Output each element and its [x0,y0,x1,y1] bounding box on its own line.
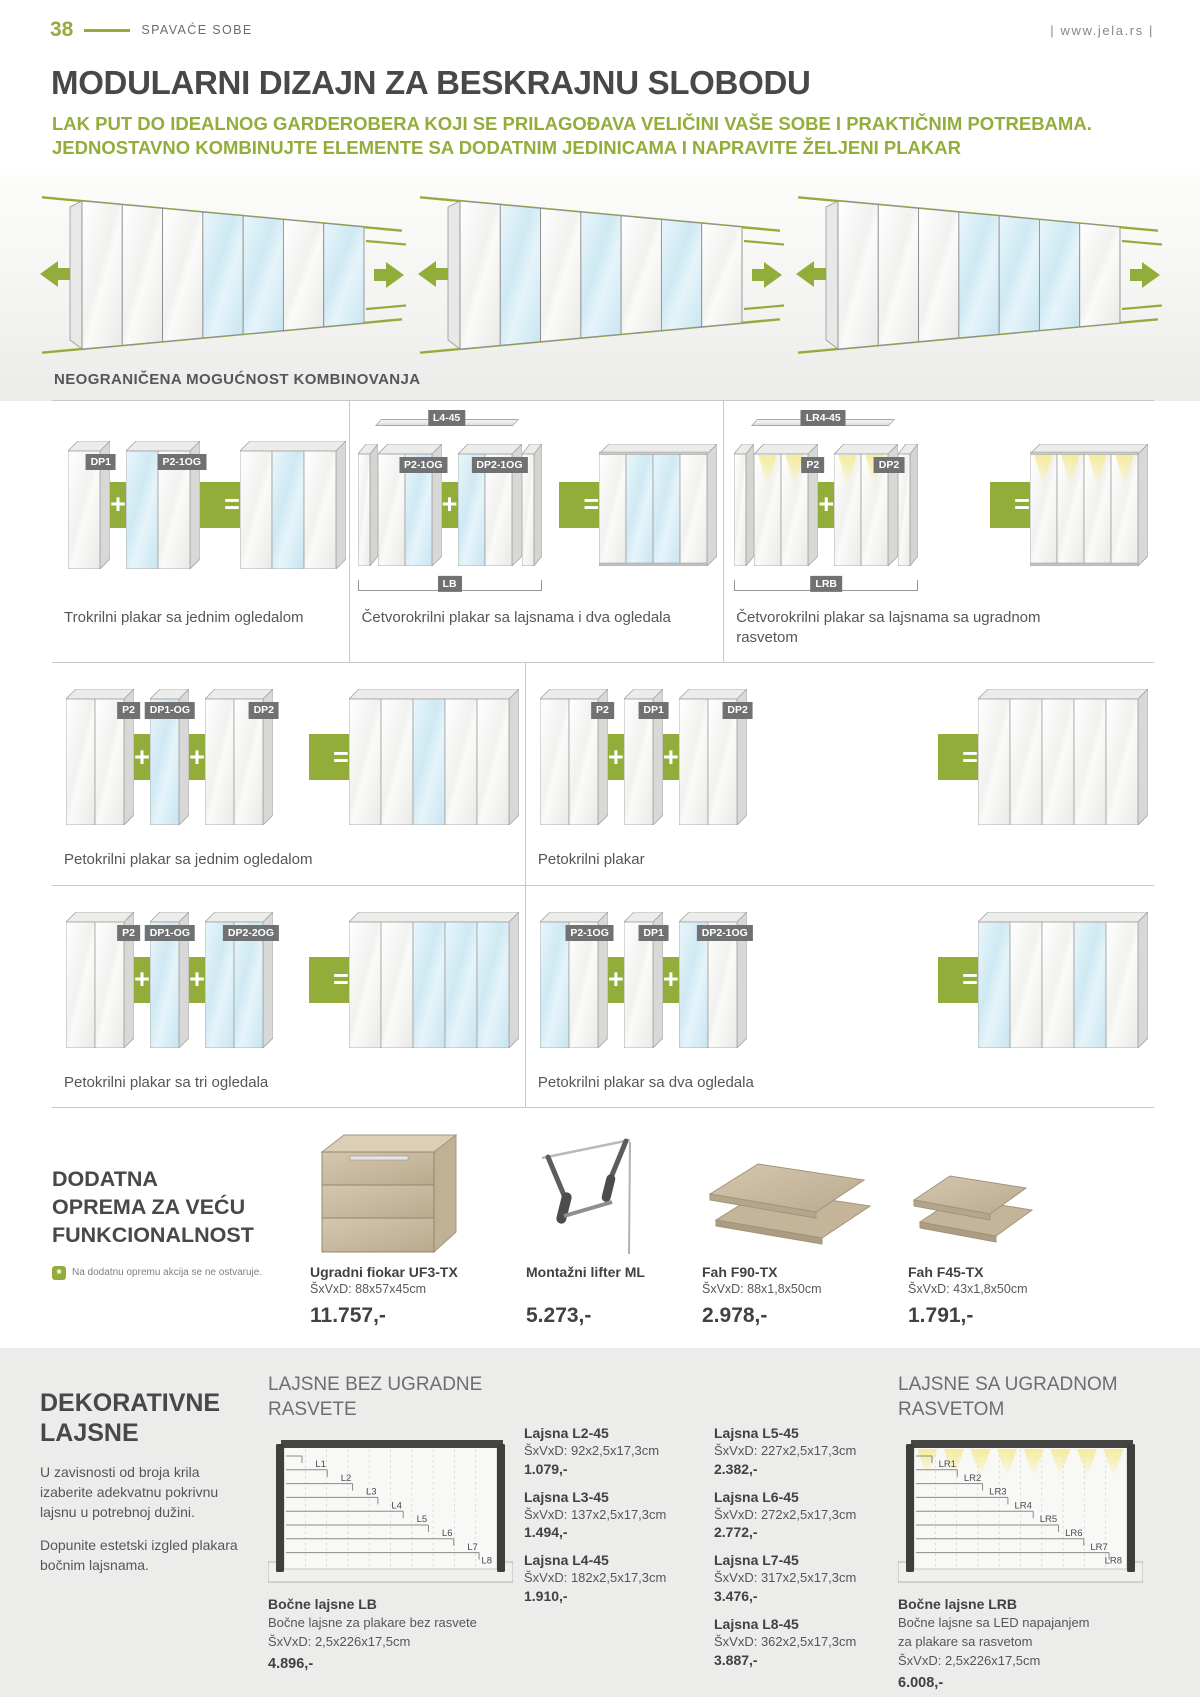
svg-text:L7: L7 [467,1541,478,1553]
combo-diagram [56,411,343,599]
lajsna-name: Lajsna L4-45 [524,1552,609,1569]
svg-text:L3: L3 [366,1486,377,1498]
lajsne-with-light-block [898,1372,1164,1697]
lajsna-dims: ŠxVxD: 137x2,5x17,3cm [524,1506,667,1522]
lajsna-name: Lajsna L7-45 [714,1552,799,1569]
svg-text:LR5: LR5 [1039,1514,1058,1526]
combo-cell [724,401,1154,663]
lajsna-name: Lajsna L8-45 [714,1616,799,1633]
side-lajsne-desc-line: Bočne lajsne za plakare bez rasvete [268,1615,477,1631]
unit-code-badge: DP1-OG [145,925,195,942]
lajsna-price-entry [714,1424,892,1477]
accessories-note [52,1266,310,1280]
wardrobe-unit [240,441,346,569]
product-name: Montažni lifter ML [526,1263,645,1280]
drawer-unit-icon [310,1124,502,1256]
plus-operator: + [165,734,229,780]
combo-row [52,401,1154,664]
side-lajsne-dims: ŠxVxD: 2,5x226x17,5cm [898,1652,1041,1668]
lajsna-code-badge: LR4-45 [801,410,846,427]
plus-operator: + [794,482,858,528]
svg-text:L4: L4 [391,1500,402,1512]
side-panel [734,444,754,566]
wardrobe-unit [1030,444,1148,566]
top-lajsna-bar [378,411,516,426]
unit-code-badge: P2 [591,702,614,719]
plus-operator: + [418,482,482,528]
combo-diagram [728,411,1148,599]
equals-operator: = [559,482,623,528]
side-lajsne-name: Bočne lajsne LRB [898,1595,1018,1612]
accessories-heading [52,1166,310,1250]
wardrobe-unit [349,912,519,1048]
svg-text:LR6: LR6 [1065,1527,1083,1539]
wardrobe-illustration [414,177,786,361]
product-dims [526,1282,678,1299]
equals-operator: = [309,734,373,780]
green-asterisk-icon: * [52,1266,66,1280]
combo-row [52,886,1154,1108]
lajsna-price-entry [524,1424,702,1477]
lajsne-subheading-line: RASVETE [268,1398,357,1420]
lajsna-price-entry [714,1551,892,1604]
lajsna-name: Lajsna L5-45 [714,1424,799,1441]
accessories-heading-block [52,1124,310,1328]
combo-caption [530,841,1148,880]
unit-code-badge: DP2-1OG [697,925,753,942]
combo-caption-line: Petokrilni plakar sa tri ogledala [64,1073,269,1091]
lifter-icon [526,1124,678,1256]
svg-text:LR2: LR2 [963,1472,982,1484]
combo-caption-line: Četvorokrilni plakar sa lajsnama sa ugradnom [736,608,1041,626]
product-card [908,1124,1058,1328]
product-price: 2.978,- [702,1303,768,1327]
combo-caption-line: Petokrilni plakar sa dva ogledala [537,1073,754,1091]
combo-caption-line: Četvorokrilni plakar sa lajsnama i dva ogledala [361,608,671,626]
product-dims: ŠxVxD: 88x1,8x50cm [702,1281,822,1296]
lajsna-dims: ŠxVxD: 227x2,5x17,3cm [714,1443,857,1458]
lajsne-description-paragraph: Dopunite estetski izgled plakara bočnim lajsnama. [40,1537,238,1574]
lajsne-diagram-with-lights [898,1432,1164,1586]
unit-code-badge: DP2 [722,702,752,719]
accessories-heading-line: OPREMA ZA VEĆU [52,1194,246,1219]
lajsne-without-light-block [268,1372,518,1697]
lajsna-price: 2.772,- [714,1524,758,1541]
product-card [526,1124,678,1328]
combo-diagram [530,896,1148,1064]
lajsne-heading-line: DEKORATIVNE [40,1388,221,1417]
product-price: 11.757,- [310,1303,386,1327]
combo-diagram [530,673,1148,841]
combo-diagram [354,411,718,599]
combos-heading: NEOGRANIČENA MOGUĆNOST KOMBINOVANJA [52,363,1154,401]
lajsne-subheading-line: LAJSNE SA UGRADNOM [898,1373,1118,1395]
plus-operator: + [110,734,174,780]
product-dims: ŠxVxD: 88x57x45cm [310,1281,427,1296]
equals-operator: = [938,957,1002,1003]
wardrobe-illustrations [0,175,1200,361]
lajsne-description-paragraph: U zavisnosti od broja krila izaberite adekvatnu pokrivnu lajsnu u potrebnoj dužini. [40,1463,219,1520]
combo-cell [350,401,725,663]
combo-cell [52,663,526,884]
combo-caption-line: Petokrilni plakar sa jednim ogledalom [64,851,313,869]
combo-caption-line: rasvetom [736,629,798,647]
side-lajsne-desc-line: za plakare sa rasvetom [898,1634,1033,1650]
unit-code-badge: DP1 [638,702,668,719]
combo-cell [526,886,1154,1107]
wardrobe-unit [599,444,717,566]
lajsna-price: 1.494,- [524,1524,568,1541]
lajsna-price-entry [714,1488,892,1541]
bottom-lajsna-bracket [734,577,918,591]
equals-operator: = [990,482,1054,528]
bottom-lajsna-bracket [358,577,542,591]
combo-caption [530,1064,1148,1103]
product-card [310,1124,502,1328]
svg-text:LR8: LR8 [1104,1555,1122,1567]
lajsne-subheading [268,1372,518,1422]
product-name: Fah F90-TX [702,1263,778,1280]
lajsna-price-entry [524,1488,702,1541]
wardrobe-unit [978,689,1148,825]
page-header [0,0,1200,42]
wardrobe-unit [349,689,519,825]
svg-text:LR3: LR3 [989,1486,1007,1498]
unit-code-badge: P2-1OG [399,457,448,474]
plus-operator: + [639,957,703,1003]
plus-operator: + [165,957,229,1003]
shelf-large-icon [702,1124,884,1256]
lajsna-dims: ŠxVxD: 272x2,5x17,3cm [714,1506,857,1522]
lajsna-name: Lajsna L3-45 [524,1488,609,1505]
lajsne-price-column-2 [714,1372,892,1697]
header-dash-icon [84,29,130,32]
page-number: 38 [50,18,74,41]
lajsne-heading-line: LAJSNE [40,1419,139,1448]
lajsne-intro-block [40,1372,246,1697]
combo-diagram [56,673,519,841]
lajsna-price: 1.079,- [524,1460,568,1477]
lajsna-name: Lajsna L2-45 [524,1424,609,1441]
combination-diagrams [52,401,1154,1108]
lajsna-price: 2.382,- [714,1460,758,1477]
svg-text:L1: L1 [315,1458,326,1470]
product-name: Ugradni fiokar UF3-TX [310,1263,458,1280]
lajsna-price: 3.476,- [714,1588,758,1605]
side-lajsne-info [268,1594,518,1675]
side-lajsne-info [898,1594,1164,1694]
page-subtitle: LAK PUT DO IDEALNOG GARDEROBERA KOJI SE PRILAGOĐAVA VELIČINI VAŠE SOBE I PRAKTIČNIM POTREBAMA. JEDNOSTAVNO KOMBINUJTE ELEMENTE SA DODATNIM JEDINICAMA I NAPRAVITE ŽELJENI PLAKAR [52,113,1092,159]
plus-operator: + [110,957,174,1003]
unit-code-badge: DP1 [86,454,116,471]
page-title: MODULARNI DIZAJN ZA BESKRAJNU SLOBODU [51,64,811,101]
lajsna-price: 1.910,- [524,1588,568,1605]
lajsna-price-entry [714,1615,892,1668]
combo-caption [56,599,343,638]
side-lajsne-price: 6.008,- [898,1674,944,1691]
top-lajsna-bar [754,411,892,426]
section-label: SPAVAĆE SOBE [141,23,253,37]
product-price: 5.273,- [526,1303,592,1327]
lajsne-subheading-line: LAJSNE BEZ UGRADNE [268,1373,483,1395]
lajsna-dims: ŠxVxD: 317x2,5x17,3cm [714,1570,857,1586]
svg-text:LR1: LR1 [938,1458,956,1470]
unit-code-badge: DP1 [638,925,668,942]
product-dims: ŠxVxD: 43x1,8x50cm [908,1281,1028,1296]
combo-cell [52,401,350,663]
side-panel [358,444,378,566]
lajsna-dims: ŠxVxD: 182x2,5x17,3cm [524,1570,667,1586]
svg-text:L2: L2 [340,1472,352,1484]
header-left [50,18,253,42]
lajsna-code-badge: LRB [810,576,842,593]
side-lajsne-dims: ŠxVxD: 2,5x226x17,5cm [268,1634,411,1650]
lajsna-name: Lajsna L6-45 [714,1488,799,1505]
unit-code-badge: DP2 [874,457,904,474]
hero-band [0,175,1200,401]
lajsne-heading [40,1388,246,1449]
lajsne-diagram [268,1432,518,1586]
svg-text:L6: L6 [441,1527,453,1539]
plus-operator: + [584,734,648,780]
svg-text:LR7: LR7 [1090,1541,1108,1553]
combo-caption [728,599,1148,659]
combo-caption [56,1064,519,1103]
unit-code-badge: DP2-2OG [223,925,279,942]
combo-cell [52,886,526,1107]
lajsne-price-column-1 [524,1372,702,1697]
combo-caption-line: Trokrilni plakar sa jednim ogledalom [64,608,304,626]
accessories-heading-line: DODATNA [52,1166,158,1191]
unit-code-badge: P2-1OG [157,454,206,471]
side-lajsne-desc-line: Bočne lajsne sa LED napajanjem [898,1615,1090,1631]
side-lajsne-name: Bočne lajsne LB [268,1595,377,1612]
equals-operator: = [200,482,264,528]
unit-code-badge: P2-1OG [565,925,614,942]
combo-caption [354,599,718,638]
product-card [702,1124,884,1328]
plus-operator: + [584,957,648,1003]
product-list [310,1124,1164,1328]
unit-code-badge: P2 [117,702,140,719]
lajsne-subheading [898,1372,1164,1422]
plus-operator: + [86,482,150,528]
accessories-heading-line: FUNKCIONALNOST [52,1222,254,1247]
shelf-small-icon [908,1124,1058,1256]
product-price: 1.791,- [908,1303,974,1327]
lajsne-description [40,1463,246,1576]
decorative-lajsne-section [0,1348,1200,1697]
unit-code-badge: P2 [117,925,140,942]
wardrobe-illustration [792,177,1164,361]
unit-code-badge: DP2-1OG [471,457,527,474]
svg-text:L8: L8 [481,1555,492,1567]
product-name: Fah F45-TX [908,1263,984,1280]
lajsna-code-badge: LB [438,576,462,593]
unit-code-badge: DP1-OG [145,702,195,719]
equals-operator: = [309,957,373,1003]
plus-operator: + [639,734,703,780]
combo-caption [56,841,519,880]
wardrobe-illustration [36,177,408,361]
combo-diagram [56,896,519,1064]
combo-row [52,663,1154,885]
svg-text:L5: L5 [416,1514,428,1526]
svg-text:LR4: LR4 [1014,1500,1032,1512]
lajsna-dims: ŠxVxD: 92x2,5x17,3cm [524,1443,660,1458]
combo-cell [526,663,1154,884]
side-lajsne-price: 4.896,- [268,1655,314,1672]
website-label: | www.jela.rs | [1050,22,1154,38]
lajsna-code-badge: L4-45 [428,410,465,427]
unit-code-badge: DP2 [249,702,279,719]
wardrobe-unit [978,912,1148,1048]
lajsna-price-entry [524,1551,702,1604]
lajsna-price: 3.887,- [714,1651,758,1668]
accessories-section [52,1124,1164,1328]
combo-caption-line: Petokrilni plakar [537,851,645,869]
equals-operator: = [938,734,1002,780]
unit-code-badge: P2 [801,457,824,474]
note-text: Na dodatnu opremu akcija se ne ostvaruje. [72,1267,263,1279]
lajsne-subheading-line: RASVETOM [898,1398,1005,1420]
lajsna-dims: ŠxVxD: 362x2,5x17,3cm [714,1634,857,1650]
